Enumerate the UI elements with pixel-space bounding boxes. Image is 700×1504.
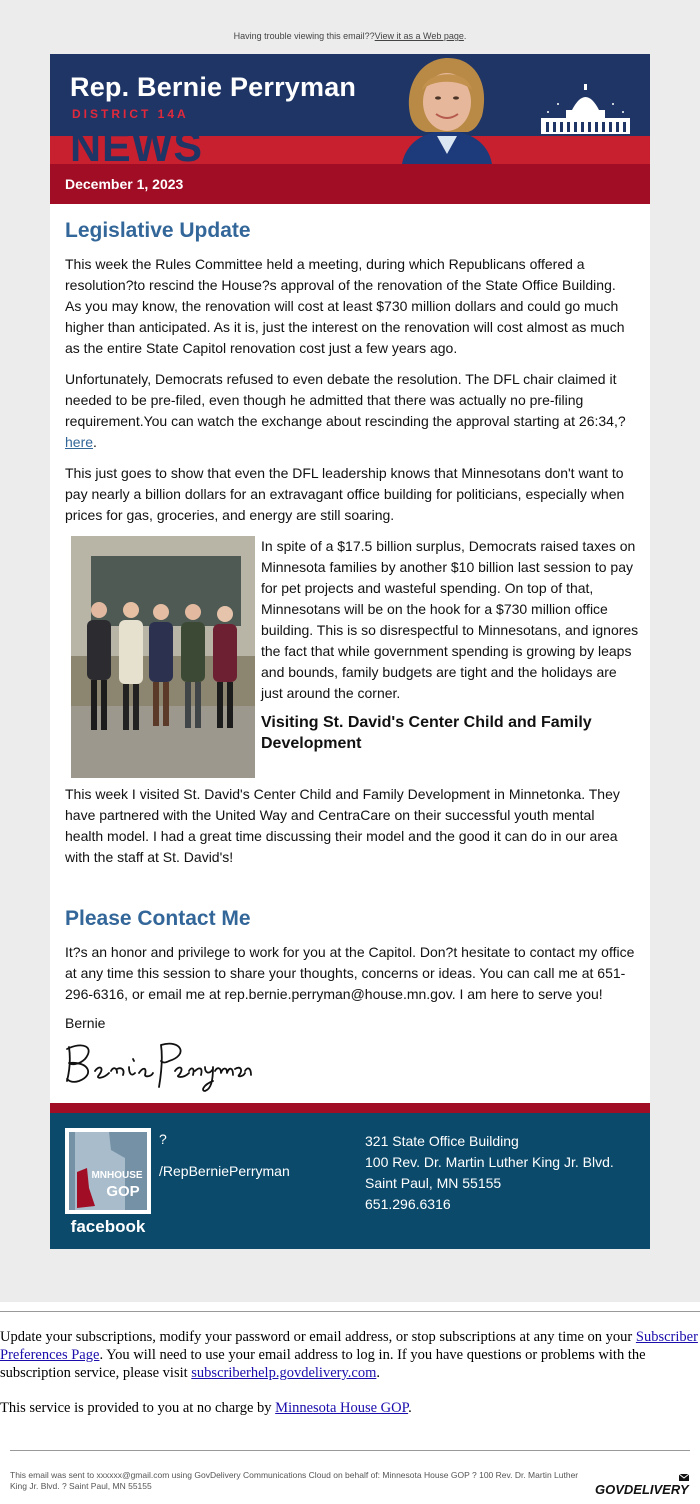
subscription-notice: Update your subscriptions, modify your password or email address, or stop subscriptions at any time on your Subscriber Preferences Page. You will need to use your email address to log in. If you have questions or problems with the subscription service, please visit subscriberhelp.govdelivery.com.	[0, 1329, 698, 1381]
visit-heading: Visiting St. David's Center Child and Family Development	[261, 714, 592, 752]
district-label: DISTRICT 14A	[72, 107, 189, 121]
representative-name: Rep. Bernie Perryman	[70, 72, 357, 102]
subscriber-preferences-link[interactable]: Subscriber Preferences Page	[0, 1329, 698, 1363]
facebook-label: facebook	[70, 1217, 146, 1236]
paragraph: This week I visited St. David's Center Child and Family Development in Minnetonka. They have partnered with the United Way and CentraCare on their successful youth mental health model. I had a great time discussing their model and the good it can do in our area with the staff at St. David's!	[65, 786, 620, 865]
paragraph: This just goes to show that even the DFL leadership knows that Minnesotans don't want to pay nearly a billion dollars for an extravagant office building for politicians, especially when prices for gas, groceries, and energy are still soaring.	[65, 465, 625, 523]
group-photo	[71, 536, 255, 778]
minnesota-house-gop-link[interactable]: Minnesota House GOP	[275, 1400, 409, 1416]
paragraph: This week the Rules Committee held a meeting, during which Republicans offered a resolution?to rescind the House?s approval of the renovation of the State Office Building. As you may know, the renovation will cost at least $730 million dollars and could go much higher than anticipated. As it is, just the interest on the renovation will cost almost as much as the entire State Capitol renovation cost just a few years ago.	[65, 256, 625, 356]
facebook-handle[interactable]: /RepBerniePerryman	[159, 1163, 290, 1179]
divider	[10, 1450, 690, 1451]
paragraph: Unfortunately, Democrats refused to even debate the resolution. The DFL chair claimed it needed to be pre-filed, even though he admitted that there was actually no pre-filing requirement.You can watch the exchange about rescinding the approval starting at 26:34,?here.	[65, 371, 626, 450]
divider	[0, 1311, 700, 1312]
signature-image	[65, 1037, 635, 1093]
govdelivery-logo[interactable]	[594, 1472, 690, 1498]
svg-text:GOP: GOP	[106, 1183, 140, 1200]
newsletter-header	[50, 54, 650, 204]
sign-off: Bernie	[65, 1015, 106, 1031]
here-link[interactable]: here	[65, 434, 94, 450]
email-body	[50, 54, 650, 1249]
newsletter-content	[50, 204, 650, 1093]
svg-text:MNHOUSE: MNHOUSE	[91, 1170, 143, 1181]
svg-text:GOVDELIVERY: GOVDELIVERY	[595, 1482, 689, 1497]
service-notice: This service is provided to you at no charge by Minnesota House GOP.	[0, 1400, 412, 1416]
news-label: NEWS	[70, 123, 203, 171]
photo-section	[65, 536, 639, 788]
facebook-gop-logo[interactable]	[65, 1128, 151, 1238]
preheader: Having trouble viewing this email??View it as a Web page.	[233, 31, 467, 41]
subscriber-help-link[interactable]: subscriberhelp.govdelivery.com	[191, 1365, 377, 1381]
sent-to-notice: This email was sent to xxxxxx@gmail.com using GovDelivery Communications Cloud on behalf of: Minnesota House GOP ? 100 Rev. Dr. Martin Luther King Jr. Blvd. ? Saint Paul, MN 55155	[10, 1470, 579, 1491]
social-placeholder: ?	[159, 1131, 167, 1147]
paragraph: It?s an honor and privilege to work for you at the Capitol. Don?t hesitate to contact my office at any time this session to share your thoughts, concerns or ideas. You can call me at 651-296-6316, or email me at rep.bernie.perryman@house.mn.gov. I am here to serve you!	[65, 944, 635, 1002]
paragraph: In spite of a $17.5 billion surplus, Democrats raised taxes on Minnesota families by another $10 billion last session to pay for pet projects and wasteful spending. On top of that, Minnesotans will be on the hook for a $730 million office building. This is so disrespectful to Minnesotans, and ignores the fact that while government spending is growing by leaps and bounds, family budgets are tight and the holidays are just around the corner.	[261, 538, 639, 701]
issue-date: December 1, 2023	[65, 176, 184, 192]
contact-heading: Please Contact Me	[65, 907, 251, 930]
capitol-icon	[538, 82, 633, 136]
contact-footer	[50, 1113, 650, 1249]
view-web-page-link[interactable]: View it as a Web page	[374, 31, 464, 41]
legislative-update-heading: Legislative Update	[65, 219, 251, 242]
office-address: 321 State Office Building 100 Rev. Dr. Martin Luther King Jr. Blvd. Saint Paul, MN 55155 651.296.6316	[365, 1133, 614, 1212]
portrait-photo	[382, 54, 512, 164]
